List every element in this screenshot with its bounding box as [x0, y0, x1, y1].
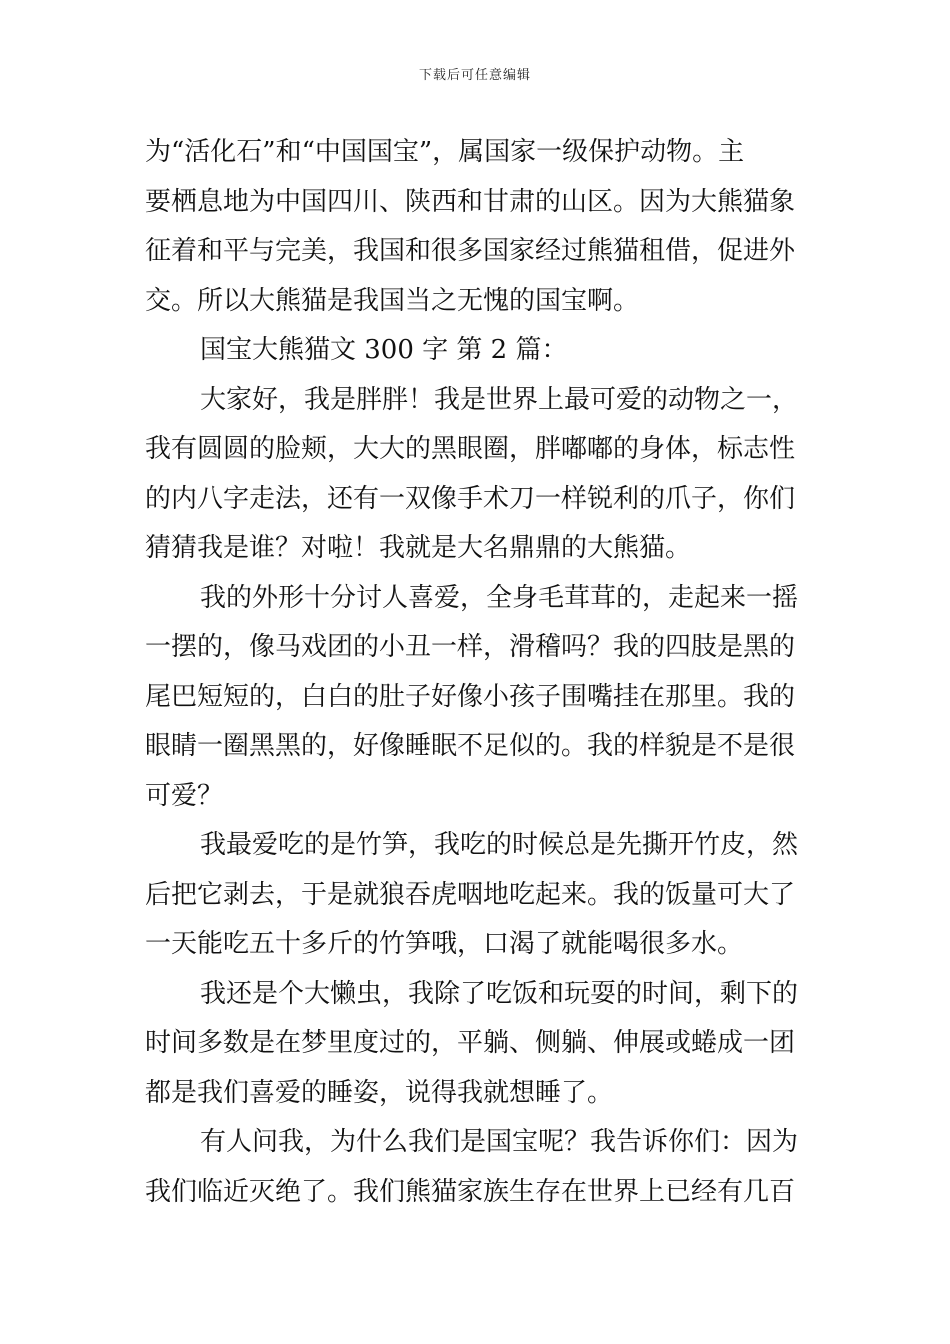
- text-line: 的内八字走法，还有一双像手术刀一样锐利的爪子，你们: [145, 483, 796, 514]
- text-line: 一摆的，像马戏团的小丑一样，滑稽吗？我的四肢是黑的: [145, 632, 796, 662]
- text-line: 我有圆圆的脸颊，大大的黑眼圈，胖嘟嘟的身体，标志性: [145, 434, 796, 464]
- text-line: 要栖息地为中国四川、陕西和甘肃的山区。因为大熊猫象: [145, 186, 796, 217]
- text-line: 有人问我，为什么我们是国宝呢？我告诉你们：因为: [200, 1127, 799, 1157]
- text-line: 时间多数是在梦里度过的，平躺、侧躺、伸展或蜷成一团: [145, 1028, 796, 1058]
- section-heading: 国宝大熊猫文 300 字 第 2 篇：: [200, 335, 568, 365]
- text-line: 眼睛一圈黑黑的，好像睡眠不足似的。我的样貌是不是很: [145, 731, 796, 761]
- page-header: 下载后可任意编辑: [418, 68, 531, 83]
- document-body: [145, 128, 810, 1217]
- text-line: 可爱？: [145, 780, 224, 811]
- text-line: 我还是个大懒虫，我除了吃饭和玩耍的时间，剩下的: [200, 978, 799, 1009]
- text-line: 一天能吃五十多斤的竹笋哦，口渴了就能喝很多水。: [145, 929, 744, 959]
- text-line: 我的外形十分讨人喜爱，全身毛茸茸的，走起来一摇: [200, 582, 799, 613]
- text-line: 我们临近灭绝了。我们熊猫家族生存在世界上已经有几百: [145, 1176, 796, 1207]
- text-line: 后把它剥去，于是就狼吞虎咽地吃起来。我的饭量可大了: [145, 879, 796, 910]
- text-line: 猜猜我是谁？对啦！我就是大名鼎鼎的大熊猫。: [145, 533, 692, 563]
- text-line: 为“活化石”和“中国国宝”，属国家一级保护动物。主: [145, 137, 745, 167]
- text-line: 征着和平与完美，我国和很多国家经过熊猫租借，促进外: [145, 236, 796, 266]
- text-line: 交。所以大熊猫是我国当之无愧的国宝啊。: [145, 285, 640, 316]
- text-line: 都是我们喜爱的睡姿，说得我就想睡了。: [145, 1077, 614, 1108]
- text-line: 我最爱吃的是竹笋，我吃的时候总是先撕开竹皮，然: [200, 830, 799, 860]
- text-line: 尾巴短短的，白白的肚子好像小孩子围嘴挂在那里。我的: [145, 681, 796, 712]
- text-line: 大家好，我是胖胖！我是世界上最可爱的动物之一，: [200, 384, 799, 415]
